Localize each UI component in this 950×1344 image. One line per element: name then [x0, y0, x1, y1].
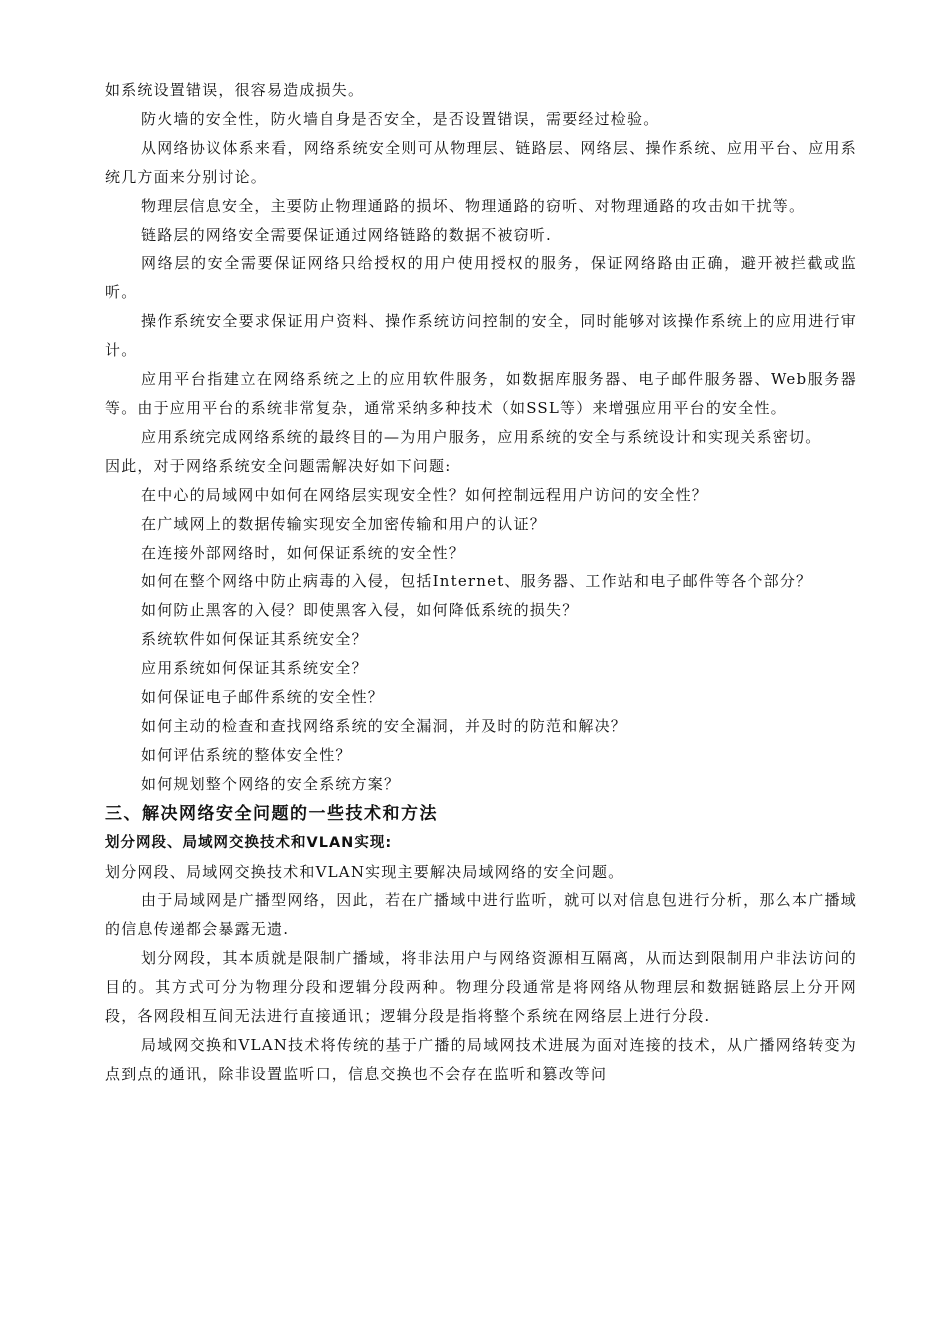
paragraph: 应用平台指建立在网络系统之上的应用软件服务，如数据库服务器、电子邮件服务器、Web服务器等。由于应用平台的系统非常复杂，通常采纳多种技术（如SSL等）来增强应用平台的安全性。: [105, 370, 857, 417]
paragraph: 划分网段，其本质就是限制广播域，将非法用户与网络资源相互隔离，从而达到限制用户非法访问的目的。其方式可分为物理分段和逻辑分段两种。物理分段通常是将网络从物理层和数据链路层上分开网段，各网段相互间无法进行直接通讯；逻辑分段是指将整个系统在网络层上进行分段.: [105, 949, 857, 1026]
question-item: 在广域网上的数据传输实现安全加密传输和用户的认证？: [141, 514, 547, 533]
question-item: 系统软件如何保证其系统安全？: [141, 630, 368, 649]
paragraph: 应用系统完成网络系统的最终目的—为用户服务，应用系统的安全与系统设计和实现关系密切。: [141, 427, 822, 446]
question-item: 在中心的局域网中如何在网络层实现安全性？如何控制远程用户访问的安全性？: [141, 485, 709, 504]
paragraph: 物理层信息安全，主要防止物理通路的损坏、物理通路的窃听、对物理通路的攻击如干扰等。: [141, 196, 806, 215]
question-item: 如何保证电子邮件系统的安全性？: [141, 688, 385, 707]
paragraph: 操作系统安全要求保证用户资料、操作系统访问控制的安全，同时能够对该操作系统上的应用进行审计。: [105, 312, 857, 360]
section-heading: 三、解决网络安全问题的一些技术和方法: [105, 803, 438, 824]
question-item: 如何规划整个网络的安全系统方案？: [141, 774, 401, 793]
paragraph: 划分网段、局域网交换技术和VLAN实现主要解决局域网络的安全问题。: [105, 862, 625, 881]
question-item: 应用系统如何保证其系统安全？: [141, 659, 368, 678]
paragraph: 网络层的安全需要保证网络只给授权的用户使用授权的服务，保证网络路由正确，避开被拦截或监听。: [105, 254, 857, 302]
question-item: 如何在整个网络中防止病毒的入侵，包括Internet、服务器、工作站和电子邮件等各个部分？: [141, 572, 813, 591]
question-item: 如何防止黑客的入侵？即使黑客入侵，如何降低系统的损失？: [141, 601, 579, 620]
paragraph: 防火墙的安全性，防火墙自身是否安全，是否设置错误，需要经过检验。: [141, 109, 660, 128]
paragraph: 如系统设置错误，很容易造成损失。: [105, 81, 365, 99]
question-item: 如何主动的检查和查找网络系统的安全漏洞，并及时的防范和解决？: [141, 716, 628, 735]
paragraph: 链路层的网络安全需要保证通过网络链路的数据不被窃听.: [141, 225, 552, 244]
subsection-heading: 划分网段、局域网交换技术和VLAN实现:: [105, 834, 393, 851]
document-page: [105, 76, 857, 1089]
paragraph: 因此，对于网络系统安全问题需解决好如下问题:: [105, 456, 452, 475]
paragraph: 由于局域网是广播型网络，因此，若在广播域中进行监听，就可以对信息包进行分析，那么本广播域的信息传递都会暴露无遗.: [105, 891, 857, 939]
question-item: 在连接外部网络时，如何保证系统的安全性？: [141, 543, 466, 562]
paragraph: 局域网交换和VLAN技术将传统的基于广播的局域网技术进展为面对连接的技术，从广播网络转变为点到点的通讯，除非设置监听口，信息交换也不会存在监听和篡改等问: [105, 1036, 857, 1083]
paragraph: 从网络协议体系来看，网络系统安全则可从物理层、链路层、网络层、操作系统、应用平台、应用系统几方面来分别讨论。: [105, 138, 857, 186]
question-item: 如何评估系统的整体安全性？: [141, 745, 352, 764]
